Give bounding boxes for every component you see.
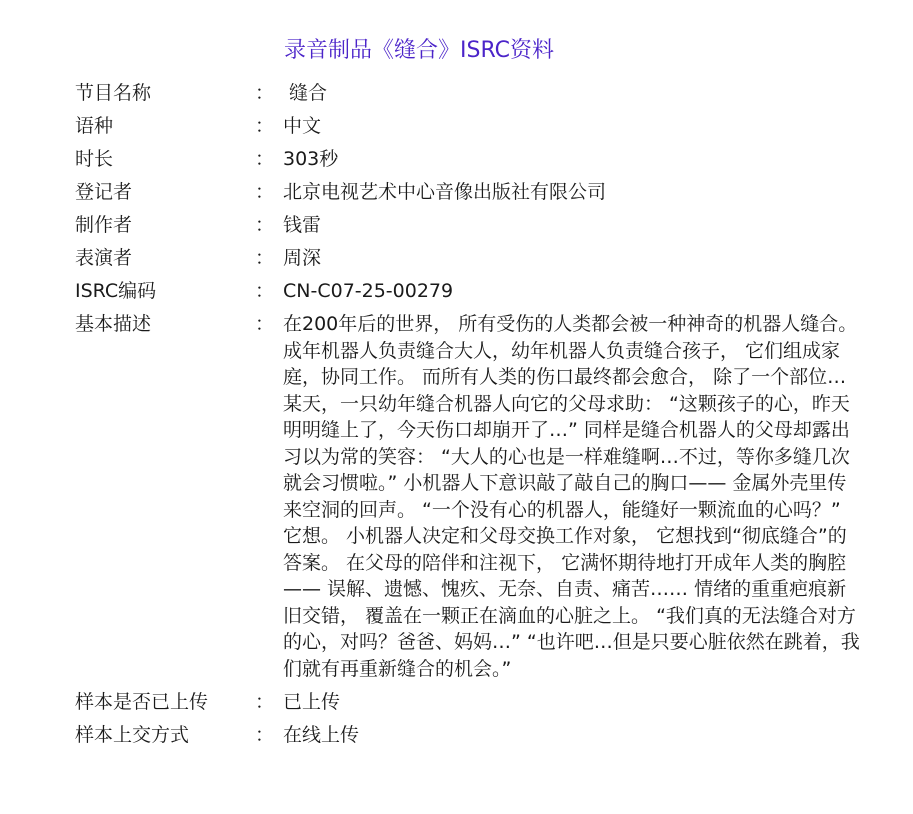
field-row-registrant (75, 176, 865, 209)
field-value: 中文 (283, 115, 322, 137)
isrc-record (75, 77, 865, 752)
field-separator: ： (255, 691, 275, 713)
field-row-duration (75, 143, 865, 176)
field-value: 周深 (283, 247, 322, 269)
field-label: 样本上交方式 (75, 724, 190, 746)
field-label: 时长 (75, 148, 114, 170)
field-label: 节目名称 (75, 82, 152, 104)
field-value: 已上传 (283, 691, 341, 713)
field-value: 缝合 (283, 82, 328, 104)
field-label: ISRC编码 (75, 280, 157, 302)
field-label: 制作者 (75, 214, 133, 236)
field-row-description (75, 308, 865, 682)
field-value: 303秒 (283, 148, 339, 170)
field-value: 北京电视艺术中心音像出版社有限公司 (283, 181, 607, 203)
field-row-language (75, 110, 865, 143)
field-label: 登记者 (75, 181, 133, 203)
field-label: 样本是否已上传 (75, 691, 209, 713)
page-title: 录音制品《缝合》ISRC资料 (283, 38, 554, 63)
field-separator: ： (255, 181, 275, 203)
field-separator: ： (255, 247, 275, 269)
field-value: CN-C07-25-00279 (283, 280, 454, 302)
field-value: 在线上传 (283, 724, 360, 746)
field-separator: ： (255, 280, 275, 302)
field-label: 语种 (75, 115, 114, 137)
field-separator: ： (255, 313, 275, 335)
field-label: 基本描述 (75, 313, 152, 335)
field-row-sample-uploaded (75, 686, 865, 719)
field-separator: ： (255, 214, 275, 236)
field-row-submission-method (75, 719, 865, 752)
field-separator: ： (255, 148, 275, 170)
field-value: 钱雷 (283, 214, 322, 236)
field-row-producer (75, 209, 865, 242)
description-text: 在200年后的世界， 所有受伤的人类都会被一种神奇的机器人缝合。 成年机器人负责缝合大人，幼年机器人负责缝合孩子， 它们组成家庭，协同工作。 而所有人类的伤口最终都会愈合， 除了一个部位… 某天，一只幼年缝合机器人向它的父母求助： “这颗孩子的心，昨天明明缝上了，今天伤口却崩开了…” 同样是缝合机器人的父母却露出习以为常的笑容： “大人的心也是一样难缝啊…不过，等你多缝几次就会习惯啦。” 小机器人下意识敲了敲自己的胸口—— 金属外壳里传来空洞的回声。 “一个没有心的机器人，能缝好一颗流血的心吗？” 它想。 小机器人决定和父母交换工作对象， 它想找到“彻底缝合”的答案。 在父母的陪伴和注视下， 它满怀期待地打开成年人类的胸腔—— 误解、遗憾、愧疚、无奈、自责、痛苦…… 情绪的重重疤痕新旧交错， 覆盖在一颗正在滴血的心脏之上。 “我们真的无法缝合对方的心，对吗？爸爸、妈妈…” “也许吧…但是只要心脏依然在跳着，我们就有再重新缝合的机会。” (283, 313, 860, 680)
field-row-performer (75, 242, 865, 275)
field-row-program-name (75, 77, 865, 110)
field-separator: ： (255, 724, 275, 746)
field-label: 表演者 (75, 247, 133, 269)
field-separator: ： (255, 115, 275, 137)
field-row-isrc-code (75, 275, 865, 308)
field-separator: ： (255, 82, 275, 104)
